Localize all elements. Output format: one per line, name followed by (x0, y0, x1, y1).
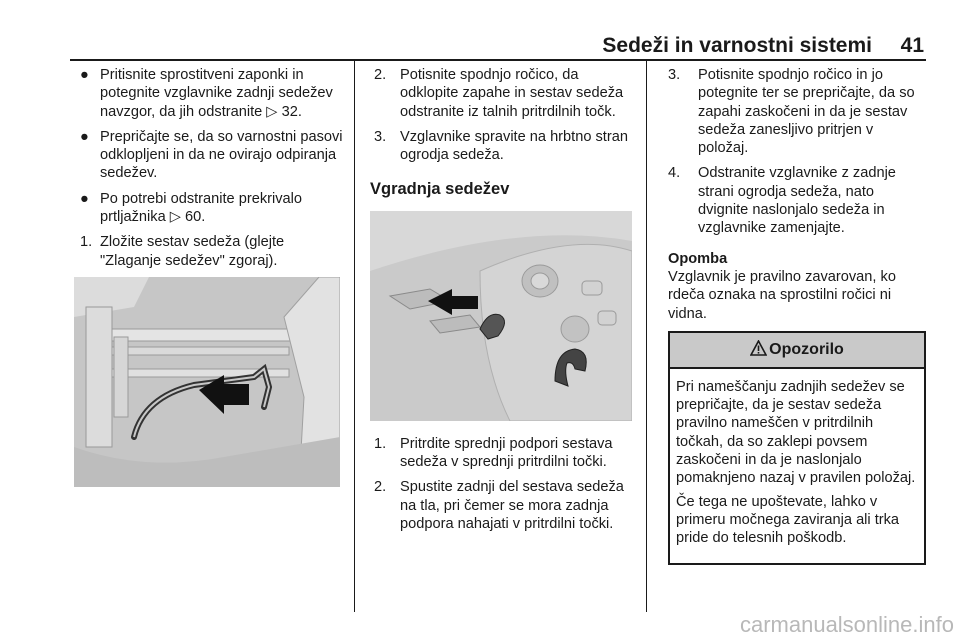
warning-triangle-icon (750, 340, 767, 356)
step-number: 1. (374, 435, 387, 452)
watermark-text: carmanualsonline.info (739, 612, 954, 637)
step-item (370, 435, 640, 472)
step-number: 1. (80, 234, 93, 251)
step-text: Potisnite spodnjo ročico in jo potegnite ter se prepričajte, da so zapahi zaskočeni in da je sestav sedeža zanesljivo pritrjen v položaj. (698, 67, 915, 157)
bullet-text: Po potrebi odstranite prekrivalo prtljažnika ▷ 60. (100, 190, 302, 226)
column-2 (370, 66, 640, 540)
step-item (668, 164, 926, 237)
bullet-text: Pritisnite sprostitveni zaponki in potegnite vzglavnike zadnji sedežev navzgor, da jih odstranite ▷ 32. (100, 67, 333, 120)
step-number: 3. (374, 128, 387, 145)
warning-header (670, 333, 924, 369)
step-number: 3. (668, 67, 681, 83)
section-title: Sedeži in varnostni sistemi (602, 34, 872, 57)
bullet-item (70, 128, 346, 183)
seat-frame-drawing (74, 277, 340, 487)
warning-paragraph: Če tega ne upoštevate, lahko v primeru močnega zaviranja ali trka pride do telesnih poškodb. (676, 493, 900, 547)
header-rule (70, 59, 926, 61)
seat-frame-illustration (74, 277, 340, 487)
bullet-icon: ● (80, 190, 89, 207)
note-text: Vzglavnik je pravilno zavarovan, ko rdeča oznaka na sprostilni ročici ni vidna. (668, 268, 896, 322)
note-block (668, 250, 926, 323)
section-heading: Vgradnja sedežev (370, 180, 510, 199)
column-divider-2 (646, 60, 647, 612)
note-heading: Opomba (668, 250, 728, 267)
warning-paragraph: Pri nameščanju zadnjih sedežev se prepričajte, da je sestav sedeža pravilno nameščen v pritrdilnih točkah, da so zaklepi povsem zaskočeni in da je naslonjalo pomaknjeno nazaj v pravilen položaj. (676, 378, 916, 487)
step-text: Pritrdite sprednji podpori sestava sedeža v sprednji pritrdilni točki. (400, 435, 613, 471)
step-text: Zložite sestav sedeža (glejte "Zlaganje sedežev" zgoraj). (100, 234, 285, 269)
step-number: 4. (668, 165, 681, 182)
page-number: 41 (900, 34, 924, 57)
step-text: Odstranite vzglavnike z zadnje strani ogrodja sedeža, nato dvignite naslonjalo sedeža in vzglavnike zamenjajte. (698, 165, 896, 237)
bullet-item (70, 190, 346, 227)
bullet-text: Prepričajte se, da so varnostni pasovi odklopljeni in da ne ovirajo odpiranja sedežev. (100, 128, 343, 182)
step-number: 2. (374, 67, 387, 83)
step-item (668, 66, 926, 157)
column-1 (70, 66, 346, 487)
step-item (370, 128, 640, 165)
latch-illustration (370, 211, 632, 421)
step-text: Vzglavnike spravite na hrbtno stran ogrodja sedeža. (400, 128, 628, 164)
step-item (370, 66, 640, 121)
step-item (70, 233, 346, 270)
bullet-icon: ● (80, 128, 89, 145)
step-item (370, 478, 640, 533)
step-text: Spustite zadnji del sestava sedeža na tla, pri čemer se mora zadnja podpora nahajati v pritrdilni točki. (400, 479, 624, 532)
step-text: Potisnite spodnjo ročico, da odklopite zapahe in sestav sedeža odstranite iz talnih pritrdilnih točk. (400, 67, 624, 120)
latch-drawing (370, 211, 632, 421)
warning-body (670, 369, 924, 563)
step-number: 2. (374, 479, 387, 496)
warning-title: Opozorilo (769, 340, 844, 358)
column-divider-1 (354, 60, 355, 612)
bullet-icon: ● (80, 67, 89, 83)
warning-box (668, 331, 926, 565)
column-3 (668, 66, 926, 565)
bullet-item (70, 66, 346, 121)
